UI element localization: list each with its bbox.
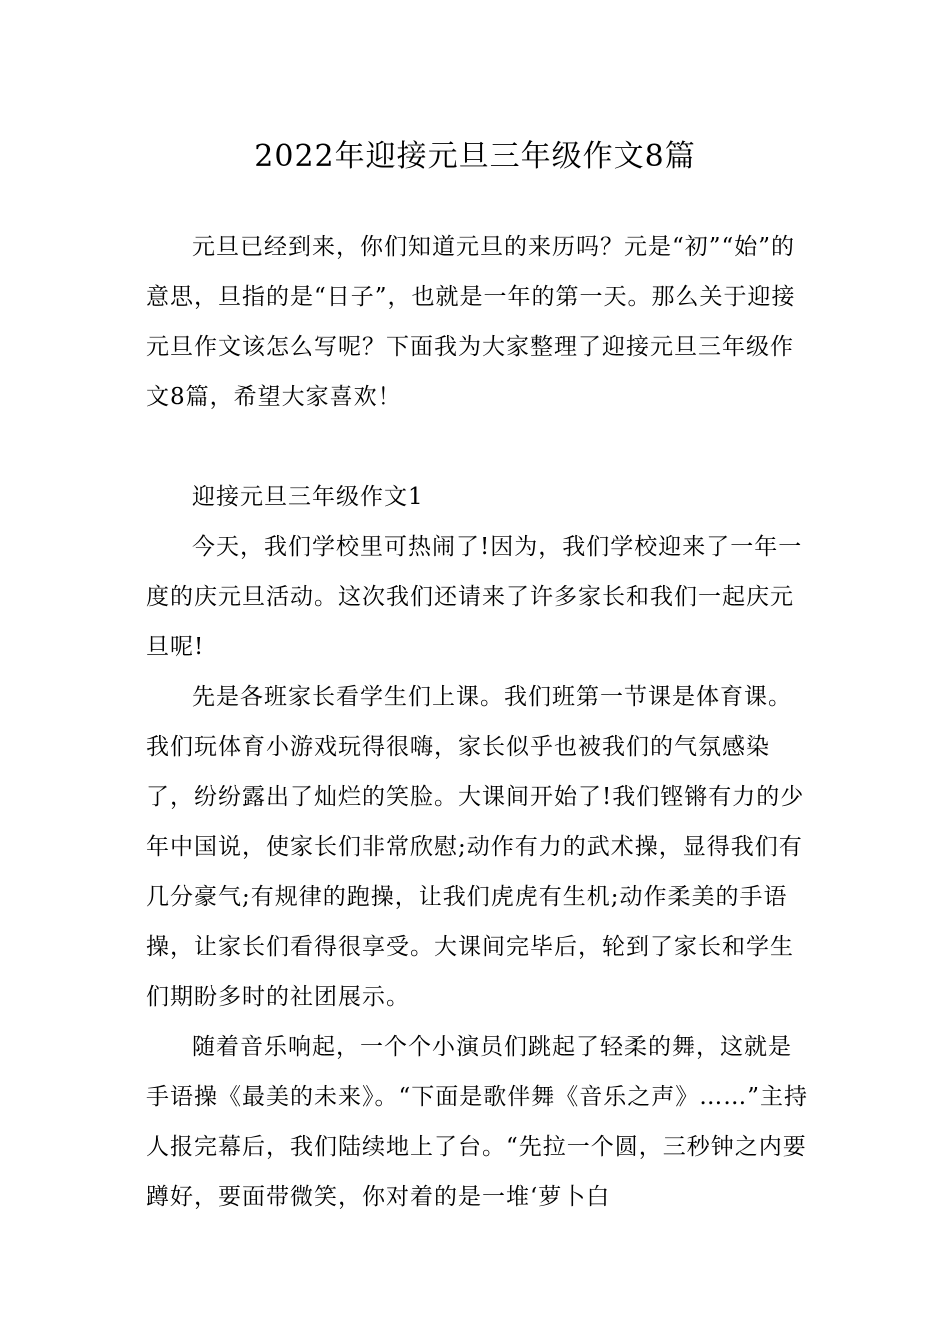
body-paragraph: 今天，我们学校里可热闹了!因为，我们学校迎来了一年一度的庆元旦活动。这次我们还请来了许多家长和我们一起庆元旦呢!: [146, 534, 803, 660]
intro-paragraph: 元旦已经到来，你们知道元旦的来历吗？元是“初”“始”的意思，旦指的是“日子”，也就是一年的第一天。那么关于迎接元旦作文该怎么写呢？下面我为大家整理了迎接元旦三年级作文8篇，希望大家喜欢！: [146, 234, 796, 410]
section-title: 迎接元旦三年级作文1: [192, 484, 424, 510]
body-paragraph: 随着音乐响起，一个个小演员们跳起了轻柔的舞，这就是手语操《最美的未来》。“下面是歌伴舞《音乐之声》……”主持人报完幕后，我们陆续地上了台。“先拉一个圆，三秒钟之内要蹲好，要面带微笑，你对着的是一堆‘萝卜白: [146, 1034, 809, 1210]
body-paragraph: 先是各班家长看学生们上课。我们班第一节课是体育课。我们玩体育小游戏玩得很嗨，家长似乎也被我们的气氛感染了，纷纷露出了灿烂的笑脸。大课间开始了!我们铿锵有力的少年中国说，使家长们非常欣慰;动作有力的武术操，显得我们有几分豪气;有规律的跑操，让我们虎虎有生机;动作柔美的手语操，让家长们看得很享受。大课间完毕后，轮到了家长和学生们期盼多时的社团展示。: [146, 684, 805, 1010]
document-title: 2022年迎接元旦三年级作文8篇: [254, 139, 696, 174]
document-body: [146, 222, 814, 1222]
